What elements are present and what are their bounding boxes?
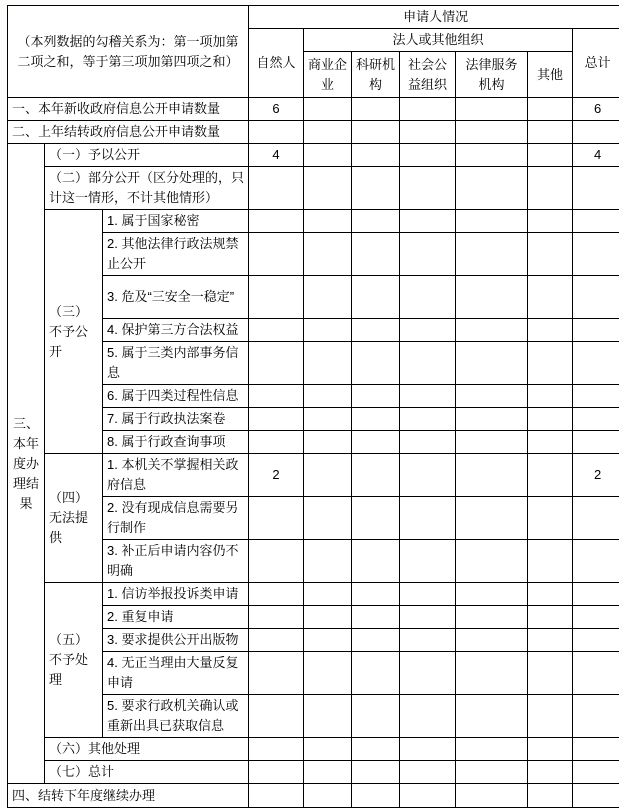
data-cell — [352, 431, 400, 454]
disclosure-request-table — [7, 5, 619, 808]
subsection-label-refused: （三）不予公开 — [45, 210, 103, 454]
data-cell — [249, 652, 304, 695]
data-cell — [304, 121, 352, 144]
data-cell — [249, 497, 304, 540]
data-cell — [304, 233, 352, 276]
data-cell — [528, 784, 573, 808]
data-cell — [456, 583, 528, 606]
data-cell — [249, 761, 304, 784]
subsection-label-not-processed: （五）不予处理 — [45, 583, 103, 738]
data-cell — [400, 121, 456, 144]
data-cell — [528, 385, 573, 408]
data-cell — [304, 540, 352, 583]
row-label-granted: （一）予以公开 — [45, 144, 249, 167]
data-cell — [400, 629, 456, 652]
data-cell — [456, 210, 528, 233]
data-cell — [573, 233, 619, 276]
data-cell — [456, 540, 528, 583]
data-cell — [456, 276, 528, 319]
data-cell — [249, 431, 304, 454]
data-cell — [249, 695, 304, 738]
data-cell — [456, 144, 528, 167]
item-label: 4. 无正当理由大量反复申请 — [103, 652, 249, 695]
row-label-next-year: 四、结转下年度继续办理 — [8, 784, 249, 808]
data-cell — [400, 606, 456, 629]
row-label-carried-over: 二、上年结转政府信息公开申请数量 — [8, 121, 249, 144]
item-label: 3. 补正后申请内容仍不明确 — [103, 540, 249, 583]
data-cell — [352, 98, 400, 121]
data-cell — [573, 583, 619, 606]
item-label: 5. 属于三类内部事务信息 — [103, 342, 249, 385]
data-cell — [304, 167, 352, 210]
data-cell — [573, 540, 619, 583]
data-cell — [249, 319, 304, 342]
header-col-welfare: 社会公益组织 — [400, 52, 456, 98]
data-cell — [400, 319, 456, 342]
data-cell — [456, 784, 528, 808]
data-cell — [249, 276, 304, 319]
header-col-legal-service: 法律服务机构 — [456, 52, 528, 98]
data-cell — [528, 583, 573, 606]
data-cell — [304, 342, 352, 385]
data-cell — [352, 540, 400, 583]
data-cell — [456, 342, 528, 385]
data-cell — [400, 233, 456, 276]
data-cell — [573, 606, 619, 629]
item-label: 2. 重复申请 — [103, 606, 249, 629]
item-label: 2. 没有现成信息需要另行制作 — [103, 497, 249, 540]
header-applicant-group: 申请人情况 — [249, 6, 619, 29]
data-cell — [400, 144, 456, 167]
data-cell — [528, 761, 573, 784]
data-cell — [304, 454, 352, 497]
data-cell — [456, 738, 528, 761]
data-cell — [249, 342, 304, 385]
data-cell — [352, 454, 400, 497]
data-cell — [352, 385, 400, 408]
data-cell — [573, 385, 619, 408]
header-col-commercial: 商业企业 — [304, 52, 352, 98]
data-cell — [456, 167, 528, 210]
data-cell — [528, 144, 573, 167]
data-cell — [528, 233, 573, 276]
data-cell — [304, 606, 352, 629]
data-cell — [573, 784, 619, 808]
data-cell: 4 — [573, 144, 619, 167]
data-cell — [352, 738, 400, 761]
data-cell — [400, 342, 456, 385]
data-cell — [352, 121, 400, 144]
data-cell — [400, 652, 456, 695]
data-cell — [304, 98, 352, 121]
data-cell — [456, 652, 528, 695]
data-cell — [400, 738, 456, 761]
data-cell — [304, 319, 352, 342]
data-cell — [456, 233, 528, 276]
data-cell — [304, 144, 352, 167]
data-cell — [304, 276, 352, 319]
data-cell — [528, 540, 573, 583]
data-cell — [304, 431, 352, 454]
data-cell: 4 — [249, 144, 304, 167]
data-cell — [528, 652, 573, 695]
data-cell — [304, 583, 352, 606]
data-cell — [400, 385, 456, 408]
header-col-other: 其他 — [528, 52, 573, 98]
data-cell — [573, 497, 619, 540]
row-label-partial: （二）部分公开（区分处理的，只计这一情形，不计其他情形） — [45, 167, 249, 210]
data-cell — [249, 738, 304, 761]
data-cell — [352, 695, 400, 738]
data-cell — [528, 98, 573, 121]
data-cell — [456, 629, 528, 652]
data-cell — [456, 98, 528, 121]
data-cell — [456, 606, 528, 629]
data-cell — [352, 408, 400, 431]
data-cell — [304, 408, 352, 431]
data-cell — [573, 342, 619, 385]
data-cell — [352, 606, 400, 629]
header-col-total: 总计 — [573, 29, 619, 98]
data-cell — [400, 583, 456, 606]
data-cell — [352, 342, 400, 385]
data-cell — [456, 408, 528, 431]
data-cell — [528, 431, 573, 454]
data-cell — [528, 606, 573, 629]
row-label-subtotal: （七）总计 — [45, 761, 249, 784]
data-cell — [249, 167, 304, 210]
item-label: 7. 属于行政执法案卷 — [103, 408, 249, 431]
data-cell: 2 — [249, 454, 304, 497]
data-cell — [528, 319, 573, 342]
data-cell — [352, 761, 400, 784]
data-cell — [400, 784, 456, 808]
data-cell — [304, 629, 352, 652]
data-cell — [249, 629, 304, 652]
data-cell — [400, 276, 456, 319]
data-cell — [304, 784, 352, 808]
header-col-natural-person: 自然人 — [249, 29, 304, 98]
item-label: 8. 属于行政查询事项 — [103, 431, 249, 454]
row-label-other-handling: （六）其他处理 — [45, 738, 249, 761]
data-cell — [352, 652, 400, 695]
data-cell — [400, 98, 456, 121]
data-cell — [573, 629, 619, 652]
data-cell — [400, 540, 456, 583]
item-label: 3. 危及“三安全一稳定” — [103, 276, 249, 319]
data-cell — [352, 784, 400, 808]
data-cell — [528, 695, 573, 738]
data-cell — [528, 408, 573, 431]
data-cell — [573, 431, 619, 454]
data-cell — [528, 167, 573, 210]
data-cell — [352, 144, 400, 167]
table-note: （本列数据的勾稽关系为：第一项加第二项之和，等于第三项加第四项之和） — [8, 6, 249, 98]
data-cell — [400, 454, 456, 497]
data-cell — [249, 233, 304, 276]
data-cell — [352, 319, 400, 342]
item-label: 5. 要求行政机关确认或重新出具已获取信息 — [103, 695, 249, 738]
data-cell — [304, 385, 352, 408]
data-cell — [456, 319, 528, 342]
data-cell — [304, 210, 352, 233]
data-cell — [249, 210, 304, 233]
item-label: 6. 属于四类过程性信息 — [103, 385, 249, 408]
data-cell — [352, 233, 400, 276]
item-label: 1. 信访举报投诉类申请 — [103, 583, 249, 606]
data-cell — [249, 540, 304, 583]
item-label: 1. 本机关不掌握相关政府信息 — [103, 454, 249, 497]
item-label: 4. 保护第三方合法权益 — [103, 319, 249, 342]
data-cell — [400, 431, 456, 454]
item-label: 1. 属于国家秘密 — [103, 210, 249, 233]
header-legal-org-group: 法人或其他组织 — [304, 29, 573, 52]
data-cell — [528, 454, 573, 497]
data-cell — [573, 276, 619, 319]
data-cell — [304, 652, 352, 695]
data-cell — [249, 408, 304, 431]
data-cell — [352, 629, 400, 652]
data-cell — [456, 497, 528, 540]
data-cell — [304, 695, 352, 738]
data-cell — [456, 695, 528, 738]
data-cell — [456, 454, 528, 497]
data-cell — [304, 497, 352, 540]
data-cell — [573, 761, 619, 784]
data-cell — [400, 761, 456, 784]
data-cell — [573, 210, 619, 233]
data-cell — [352, 497, 400, 540]
data-cell — [573, 121, 619, 144]
data-cell — [304, 738, 352, 761]
data-cell — [249, 784, 304, 808]
data-cell — [573, 319, 619, 342]
data-cell — [400, 695, 456, 738]
data-cell — [456, 761, 528, 784]
data-cell — [456, 121, 528, 144]
data-cell: 2 — [573, 454, 619, 497]
data-cell — [528, 121, 573, 144]
data-cell — [400, 210, 456, 233]
data-cell — [304, 761, 352, 784]
data-cell — [528, 497, 573, 540]
section-label-year-results: 三、本年度办理结果 — [8, 144, 45, 784]
data-cell — [528, 342, 573, 385]
item-label: 2. 其他法律行政法规禁止公开 — [103, 233, 249, 276]
data-cell: 6 — [249, 98, 304, 121]
data-cell — [249, 583, 304, 606]
data-cell — [528, 629, 573, 652]
data-cell — [528, 276, 573, 319]
data-cell — [352, 276, 400, 319]
data-cell — [456, 385, 528, 408]
data-cell — [573, 738, 619, 761]
data-cell — [400, 167, 456, 210]
header-col-research: 科研机构 — [352, 52, 400, 98]
data-cell — [352, 167, 400, 210]
data-cell — [352, 210, 400, 233]
data-cell — [456, 431, 528, 454]
row-label-new-received: 一、本年新收政府信息公开申请数量 — [8, 98, 249, 121]
data-cell — [249, 606, 304, 629]
data-cell — [249, 121, 304, 144]
data-cell — [249, 385, 304, 408]
data-cell — [400, 497, 456, 540]
data-cell — [352, 583, 400, 606]
data-cell — [528, 738, 573, 761]
data-cell — [400, 408, 456, 431]
data-cell — [573, 167, 619, 210]
data-cell: 6 — [573, 98, 619, 121]
data-cell — [573, 408, 619, 431]
data-cell — [573, 652, 619, 695]
data-cell — [573, 695, 619, 738]
subsection-label-unable: （四）无法提供 — [45, 454, 103, 583]
data-cell — [528, 210, 573, 233]
item-label: 3. 要求提供公开出版物 — [103, 629, 249, 652]
